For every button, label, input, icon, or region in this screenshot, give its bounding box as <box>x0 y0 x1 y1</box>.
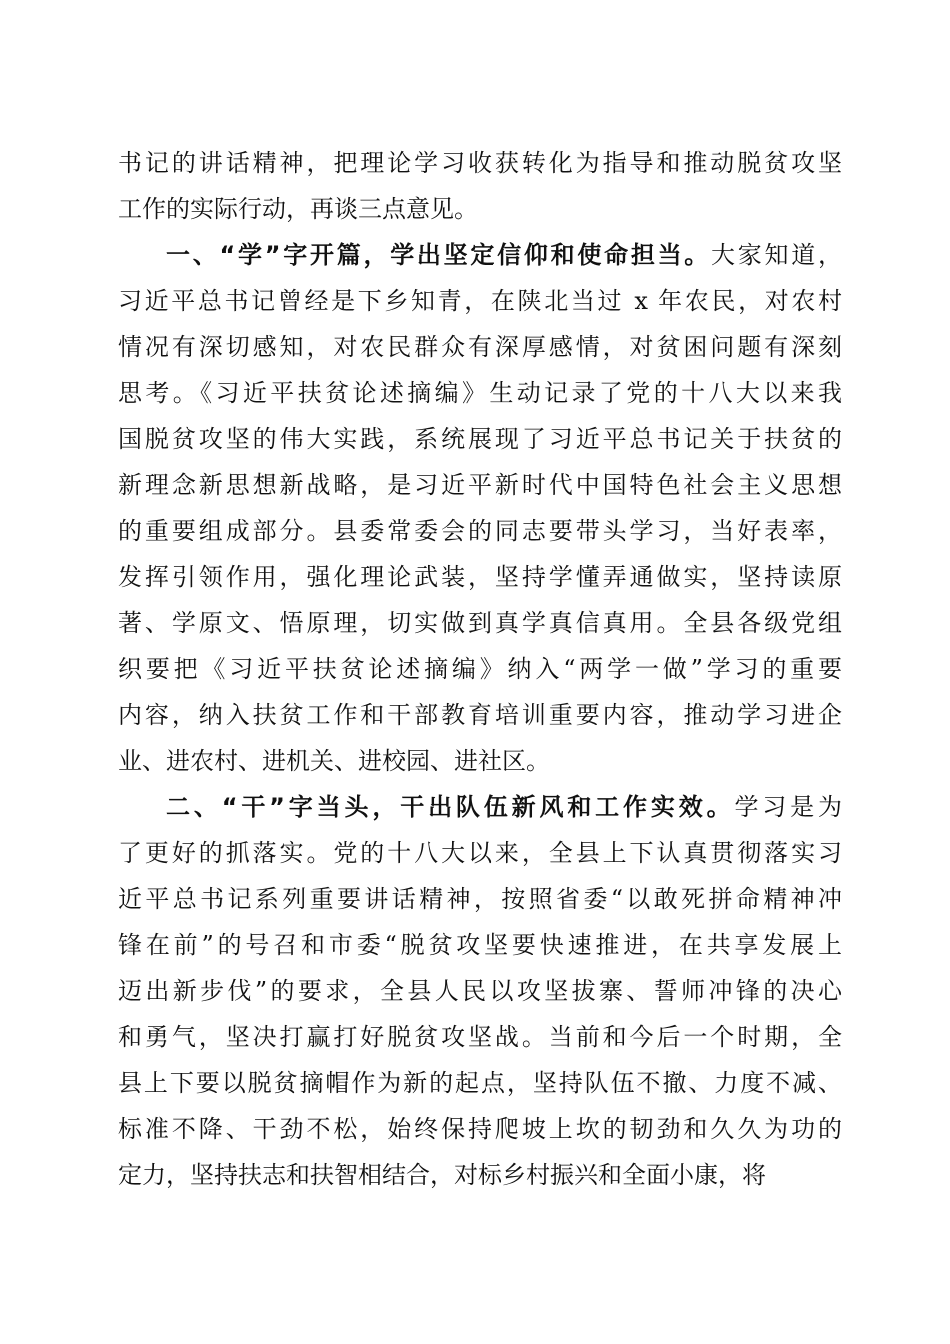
text-line: 国脱贫攻坚的伟大实践，系统展现了习近平总书记关于扶贫的 <box>118 425 842 453</box>
text-line: 县上下要以脱贫摘帽作为新的起点，坚持队伍不撤、力度不减、 <box>118 1069 842 1097</box>
text-line: 了更好的抓落实。党的十八大以来，全县上下认真贯彻落实习 <box>118 839 842 867</box>
text-line: 近平总书记系列重要讲话精神，按照省委“以敢死拼命精神冲 <box>118 885 842 913</box>
text-line: 织要把《习近平扶贫论述摘编》纳入“两学一做”学习的重要 <box>118 655 842 683</box>
text-line: 著、学原文、悟原理，切实做到真学真信真用。全县各级党组 <box>118 609 842 637</box>
text-line: 迈出新步伐”的要求，全县人民以攻坚拔寨、誓师冲锋的决心 <box>118 977 842 1005</box>
text-line: 新理念新思想新战略，是习近平新时代中国特色社会主义思想 <box>118 471 842 499</box>
text-line: 业、进农村、进机关、进校园、进社区。 <box>118 747 550 775</box>
text-line: 书记的讲话精神，把理论学习收获转化为指导和推动脱贫攻坚 <box>118 149 842 177</box>
text-line: 发挥引领作用，强化理论武装，坚持学懂弄通做实，坚持读原 <box>118 563 842 591</box>
text-line: 情况有深切感知，对农民群众有深厚感情，对贫困问题有深刻 <box>118 333 842 361</box>
section-1-heading-continuation: 大家知道， <box>711 241 842 269</box>
section-1-first-line <box>118 232 842 278</box>
text-line: 内容，纳入扶贫工作和干部教育培训重要内容，推动学习进企 <box>118 701 842 729</box>
text-line: 锋在前”的号召和市委“脱贫攻坚要快速推进，在共享发展上 <box>118 931 842 959</box>
text-line: 习近平总书记曾经是下乡知青，在陕北当过 x 年农民，对农村 <box>118 287 842 315</box>
text-line: 定力，坚持扶志和扶智相结合，对标乡村振兴和全面小康，将 <box>118 1161 766 1189</box>
text-line: 和勇气，坚决打赢打好脱贫攻坚战。当前和今后一个时期，全 <box>118 1023 842 1051</box>
section-1-heading: 一、“学”字开篇，学出坚定信仰和使命担当。 <box>166 241 712 269</box>
section-2-heading: 二、“干”字当头，干出队伍新风和工作实效。 <box>166 793 735 821</box>
text-line: 标准不降、干劲不松，始终保持爬坡上坎的韧劲和久久为功的 <box>118 1115 842 1143</box>
document-body <box>118 140 842 1198</box>
section-2-heading-continuation: 学习是为 <box>734 793 843 821</box>
text-line: 的重要组成部分。县委常委会的同志要带头学习，当好表率， <box>118 517 842 545</box>
section-2-first-line <box>118 784 842 830</box>
text-line: 思考。《习近平扶贫论述摘编》生动记录了党的十八大以来我 <box>118 379 842 407</box>
text-line: 工作的实际行动，再谈三点意见。 <box>118 195 478 223</box>
